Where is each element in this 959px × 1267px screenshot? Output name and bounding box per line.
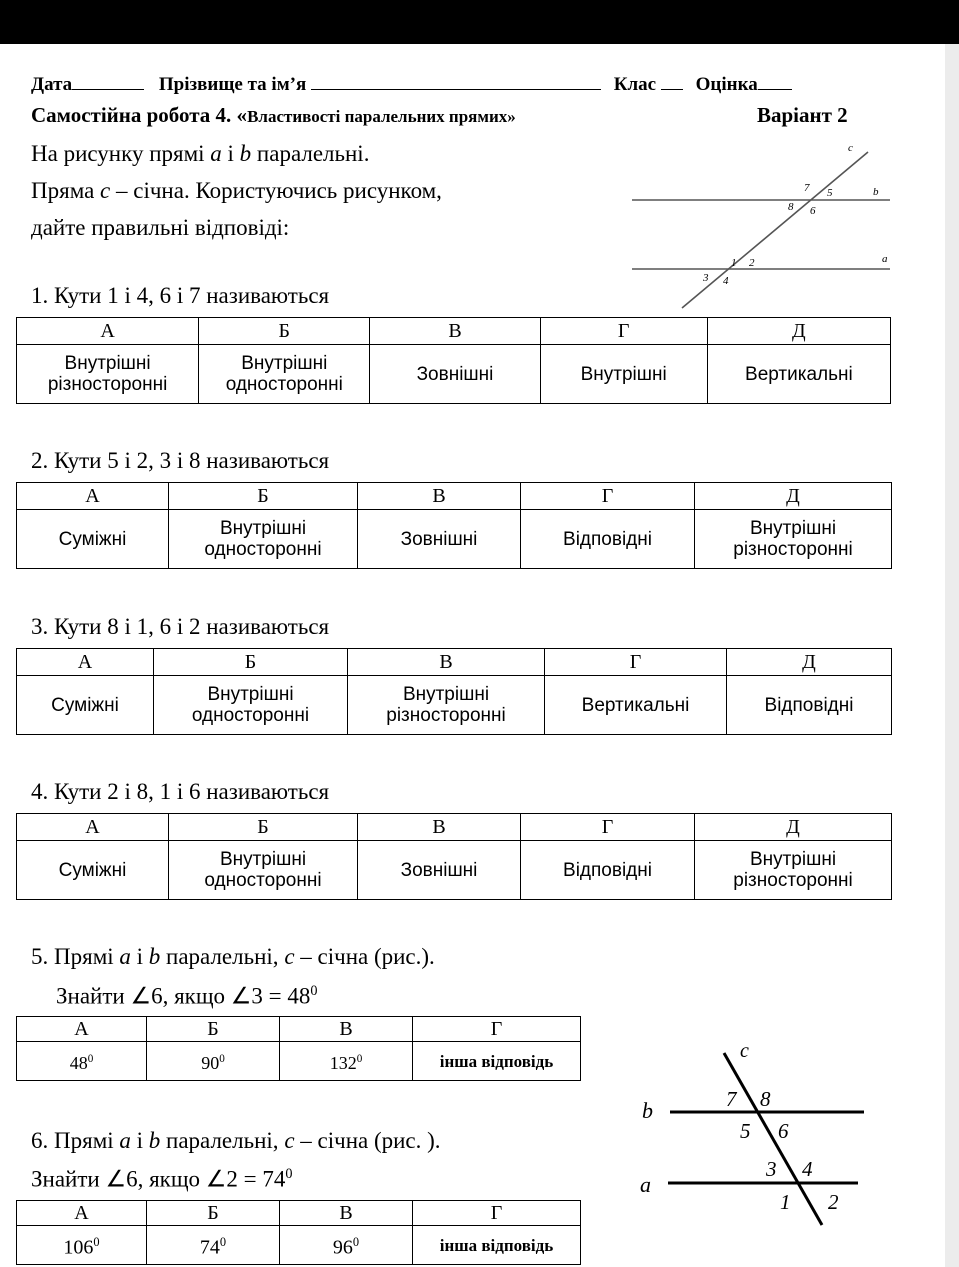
q4-option-v[interactable]: [358, 841, 521, 900]
q5-header-g[interactable]: Г: [413, 1017, 581, 1042]
degree-sup: 0: [93, 1234, 100, 1249]
q2-option-b[interactable]: [169, 510, 358, 569]
question-1: 1. Кути 1 і 4, 6 і 7 називаються: [31, 283, 330, 308]
intro-text: і: [221, 141, 240, 166]
option-text: Суміжні: [58, 528, 127, 550]
question-3: 3. Кути 8 і 1, 6 і 2 називаються: [31, 614, 330, 639]
var-a: а: [210, 141, 222, 166]
q3-options-table: [16, 648, 892, 735]
q1-header-d[interactable]: Д: [707, 318, 890, 345]
q3-header-a[interactable]: А: [17, 649, 154, 676]
option-text: Внутрішні: [580, 363, 667, 385]
angle-3: 3: [766, 1157, 777, 1181]
q6-find: [31, 1166, 293, 1193]
q2-header-b[interactable]: Б: [169, 483, 358, 510]
angle-7: 7: [726, 1087, 737, 1111]
q3-option-v[interactable]: [348, 676, 545, 735]
q1-header-v[interactable]: В: [370, 318, 540, 345]
label-a: a: [882, 253, 888, 265]
q4-header-a[interactable]: А: [17, 814, 169, 841]
option-text: різносторонні: [47, 374, 168, 395]
q5-option-g[interactable]: [413, 1042, 581, 1081]
q4-option-g[interactable]: [521, 841, 695, 900]
q6-option-b[interactable]: [147, 1226, 280, 1265]
class-label: Клас: [613, 74, 657, 95]
question-5: [31, 944, 435, 970]
var-b: b: [148, 1128, 161, 1153]
q5-options-table: [16, 1016, 581, 1081]
q5-text: – січна (рис.).: [294, 944, 435, 969]
question-6: [31, 1128, 441, 1154]
title-main: Самостійна робота 4. «: [31, 103, 248, 127]
class-blank[interactable]: [661, 70, 683, 90]
var-b: b: [148, 944, 161, 969]
angle-4: 4: [802, 1157, 813, 1181]
intro-text: На рисунку прямі: [31, 141, 211, 166]
option-text: односторонні: [191, 705, 310, 726]
option-value: 132: [329, 1052, 357, 1073]
angle-2: 2: [749, 257, 755, 269]
q5-text: 5. Прямі: [31, 944, 120, 969]
q6-header-b[interactable]: Б: [147, 1201, 280, 1226]
option-value: 74: [199, 1236, 220, 1259]
top-black-bar: [0, 0, 959, 44]
q2-option-a[interactable]: [17, 510, 169, 569]
option-text: різносторонні: [733, 870, 853, 891]
q2-option-d[interactable]: [695, 510, 892, 569]
option-text: Внутрішні: [207, 684, 294, 705]
angle-6: 6: [810, 205, 816, 217]
header-line: [31, 70, 792, 96]
q1-option-d[interactable]: [707, 345, 890, 404]
angle-3: 3: [703, 272, 709, 284]
intro-text: Пряма: [31, 178, 101, 203]
q5-text: паралельні,: [160, 944, 285, 969]
option-text: Внутрішні: [219, 518, 307, 539]
q6-text: 6. Прямі: [31, 1128, 120, 1153]
figure-parallel-lines-1: [620, 138, 900, 313]
option-text: Внутрішні: [749, 849, 837, 870]
option-text: Зовнішні: [416, 363, 494, 385]
angle-7: 7: [804, 182, 810, 194]
option-text: різносторонні: [733, 539, 853, 560]
intro-line-2: [31, 178, 442, 204]
angle-4: 4: [723, 275, 729, 287]
var-c: с: [284, 1128, 295, 1153]
option-value: 106: [63, 1236, 94, 1259]
name-label: Прізвище та ім’я: [158, 74, 307, 95]
option-text: односторонні: [225, 374, 343, 395]
option-text: Відповідні: [764, 694, 854, 716]
q4-option-b[interactable]: [169, 841, 358, 900]
option-text: односторонні: [204, 870, 322, 891]
var-a: а: [119, 1128, 131, 1153]
date-blank[interactable]: [72, 70, 144, 90]
intro-text: паралельні.: [251, 141, 370, 166]
q6-option-v[interactable]: [280, 1226, 413, 1265]
var-c: с: [100, 178, 111, 203]
q6-option-g[interactable]: [413, 1226, 581, 1265]
label-b: b: [873, 186, 879, 198]
q5-option-v[interactable]: [280, 1042, 413, 1081]
option-text: Суміжні: [51, 694, 119, 716]
q6-find-text: Знайти ∠6, якщо ∠2 = 74: [31, 1166, 286, 1192]
q1-header-b[interactable]: Б: [199, 318, 370, 345]
q4-option-a[interactable]: [17, 841, 169, 900]
q4-header-b[interactable]: Б: [169, 814, 358, 841]
q1-header-a[interactable]: А: [17, 318, 199, 345]
title-line: [31, 103, 516, 128]
q3-option-a[interactable]: [17, 676, 154, 735]
var-c: с: [284, 944, 295, 969]
q5-find: [56, 983, 318, 1010]
option-text: Суміжні: [58, 859, 127, 881]
line-c: [724, 1053, 822, 1225]
q6-text: паралельні,: [160, 1128, 285, 1153]
q5-header-b[interactable]: Б: [147, 1017, 280, 1042]
option-value: 90: [201, 1052, 220, 1073]
q3-option-d[interactable]: [727, 676, 892, 735]
q5-header-a[interactable]: А: [17, 1017, 147, 1042]
q5-option-b[interactable]: [147, 1042, 280, 1081]
option-text: Внутрішні: [402, 684, 490, 705]
q1-option-g[interactable]: [540, 345, 707, 404]
q6-header-g[interactable]: Г: [413, 1201, 581, 1226]
q2-options-table: [16, 482, 892, 569]
angle-2: 2: [828, 1190, 839, 1214]
option-text: Відповідні: [563, 859, 652, 881]
degree-sup: 0: [219, 1052, 225, 1065]
question-2: 2. Кути 5 і 2, 3 і 8 називаються: [31, 448, 330, 473]
q1-header-g[interactable]: Г: [540, 318, 707, 345]
q5-header-v[interactable]: В: [280, 1017, 413, 1042]
degree-sup: 0: [310, 983, 318, 999]
q5-option-a[interactable]: [17, 1042, 147, 1081]
var-a: а: [119, 944, 131, 969]
option-text: інша відповідь: [439, 1051, 554, 1071]
grade-blank[interactable]: [758, 70, 792, 90]
q2-header-d[interactable]: Д: [695, 483, 892, 510]
line-c: [682, 152, 868, 308]
q3-option-g[interactable]: [545, 676, 727, 735]
q3-header-d[interactable]: Д: [727, 649, 892, 676]
q4-header-d[interactable]: Д: [695, 814, 892, 841]
option-text: Внутрішні: [64, 353, 151, 374]
degree-sup: 0: [356, 1052, 363, 1065]
option-text: Відповідні: [563, 528, 652, 550]
q4-options-table: [16, 813, 892, 900]
q1-option-v[interactable]: [370, 345, 540, 404]
q6-options-table: [16, 1200, 581, 1265]
q5-find-text: Знайти ∠6, якщо ∠3 = 48: [56, 983, 311, 1009]
name-blank[interactable]: [311, 70, 601, 90]
option-value: 48: [69, 1052, 88, 1073]
angle-1: 1: [731, 257, 737, 269]
intro-line-3: дайте правильні відповіді:: [31, 215, 290, 240]
right-scroll-strip: [945, 44, 959, 1267]
q2-header-a[interactable]: А: [17, 483, 169, 510]
option-text: Внутрішні: [749, 518, 837, 539]
q6-option-a[interactable]: [17, 1226, 147, 1265]
q5-text: і: [130, 944, 149, 969]
label-a: a: [640, 1172, 651, 1197]
q1-options-table: [16, 317, 891, 404]
variant-label: Варіант 2: [757, 103, 848, 127]
degree-sup: 0: [219, 1234, 227, 1249]
q3-option-b[interactable]: [154, 676, 348, 735]
date-label: Дата: [31, 74, 73, 95]
q2-option-v[interactable]: [358, 510, 521, 569]
figure-parallel-lines-2: [632, 1036, 872, 1232]
angle-1: 1: [780, 1190, 791, 1214]
label-c: c: [740, 1040, 749, 1062]
q4-option-d[interactable]: [695, 841, 892, 900]
option-text: Зовнішні: [400, 859, 478, 881]
q6-header-a[interactable]: А: [17, 1201, 147, 1226]
label-b: b: [642, 1098, 653, 1123]
q6-header-v[interactable]: В: [280, 1201, 413, 1226]
question-4: 4. Кути 2 і 8, 1 і 6 називаються: [31, 779, 330, 804]
option-value: 96: [332, 1236, 353, 1259]
intro-text: – січна. Користуючись рисунком,: [110, 178, 442, 203]
q6-text: – січна (рис. ).: [294, 1128, 441, 1153]
q4-header-g[interactable]: Г: [521, 814, 695, 841]
option-text: Внутрішні: [241, 353, 328, 374]
option-text: Вертикальні: [581, 694, 690, 716]
intro-line-1: [31, 141, 369, 167]
q2-header-g[interactable]: Г: [521, 483, 695, 510]
option-text: односторонні: [204, 539, 322, 560]
degree-sup: 0: [87, 1052, 94, 1065]
q3-header-b[interactable]: Б: [154, 649, 348, 676]
q2-header-v[interactable]: В: [358, 483, 521, 510]
angle-5: 5: [827, 187, 833, 199]
degree-sup: 0: [352, 1234, 360, 1249]
q6-text: і: [130, 1128, 149, 1153]
degree-sup: 0: [285, 1166, 293, 1182]
var-b: b: [239, 141, 252, 166]
q3-header-g[interactable]: Г: [545, 649, 727, 676]
angle-8: 8: [760, 1087, 771, 1111]
angle-5: 5: [740, 1119, 751, 1143]
q1-option-a[interactable]: [17, 345, 199, 404]
q3-header-v[interactable]: В: [348, 649, 545, 676]
q2-option-g[interactable]: [521, 510, 695, 569]
option-text: Вертикальні: [745, 363, 853, 385]
label-c: c: [848, 142, 853, 154]
grade-label: Оцінка: [695, 74, 758, 95]
q4-header-v[interactable]: В: [358, 814, 521, 841]
option-text: різносторонні: [386, 705, 506, 726]
option-text: інша відповідь: [439, 1235, 554, 1255]
option-text: Внутрішні: [219, 849, 307, 870]
option-text: Зовнішні: [400, 528, 478, 550]
angle-6: 6: [778, 1119, 789, 1143]
q1-option-b[interactable]: [199, 345, 370, 404]
title-topic: Властивості паралельних прямих»: [247, 107, 516, 126]
angle-8: 8: [788, 201, 794, 213]
